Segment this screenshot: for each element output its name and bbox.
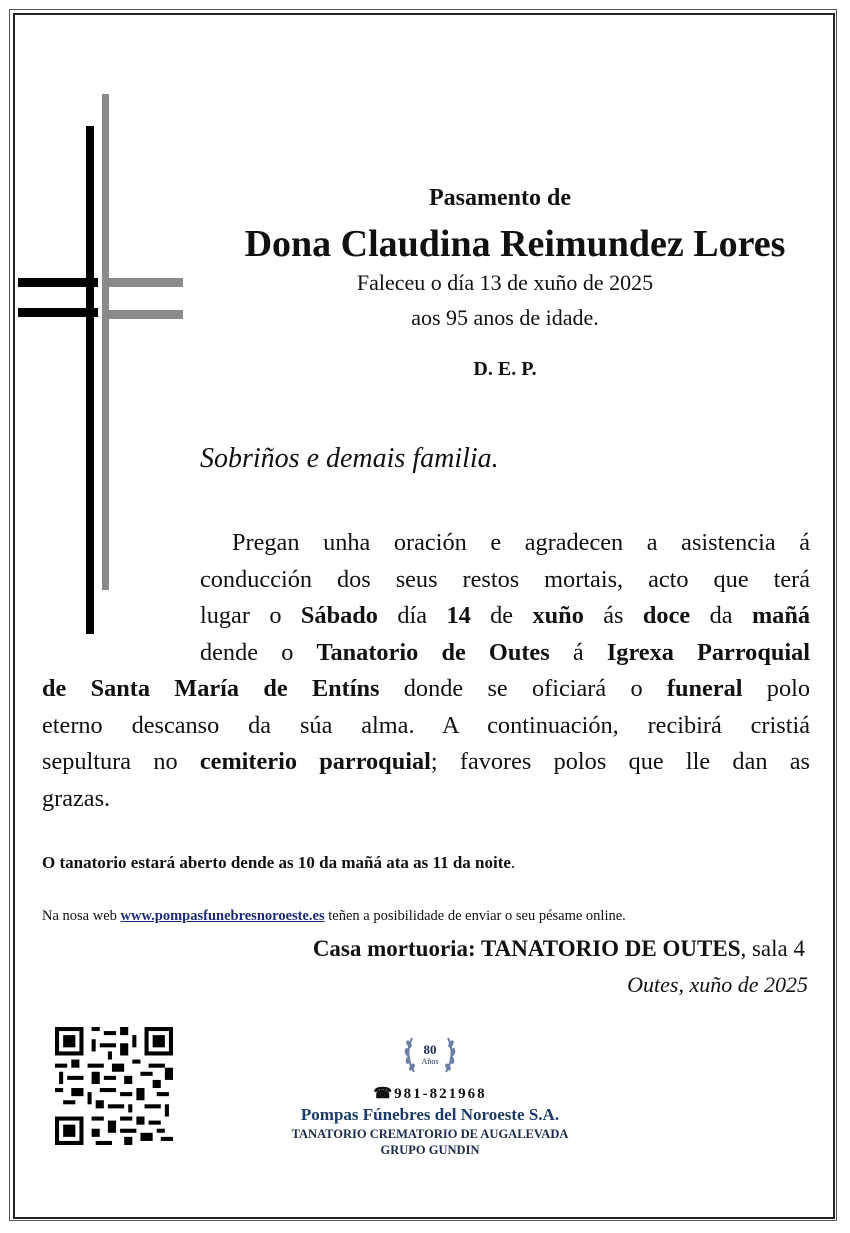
death-date-line: Faleceu o día 13 de xuño de 2025 <box>356 270 654 295</box>
deceased-name: Dona Claudina Reimundez Lores <box>244 223 786 265</box>
phone-icon: ☎ <box>373 1086 395 1102</box>
website-link[interactable]: www.pompasfunebresnoroeste.es <box>120 908 325 924</box>
body-line-1: Pregan unha oración e agradecen a asistencia á <box>232 529 810 556</box>
body-line-4: dende o Tanatorio de Outes á Igrexa Parroquial <box>200 638 811 666</box>
body-line-2: conducción dos seus restos mortais, acto que terá <box>200 565 810 593</box>
announcement-body <box>42 525 810 817</box>
body-line-8: grazas. <box>42 784 111 812</box>
phone-number[interactable]: 981-821968 <box>394 1086 487 1102</box>
opening-hours: O tanatorio estará aberto dende as 10 da mañá ata as 11 da noite. <box>42 853 516 872</box>
badge-word: Años <box>421 1057 439 1066</box>
crematorium-name: TANATORIO CREMATORIO DE AUGALEVADA <box>291 1127 569 1141</box>
phone-line <box>240 1084 620 1103</box>
age-line: aos 95 anos de idade. <box>411 305 599 330</box>
web-notice: Na nosa web www.pompasfunebresnoroeste.es teñen a posibilidade de enviar o seu pésame online. <box>42 908 626 924</box>
qr-code[interactable] <box>55 1027 173 1145</box>
badge-number: 80 <box>423 1042 437 1057</box>
anniversary-badge <box>400 1030 460 1080</box>
body-line-3: lugar o Sábado día 14 de xuño ás doce da mañá <box>200 602 810 629</box>
company-footer <box>240 1030 620 1158</box>
funeral-home: Casa mortuoria: TANATORIO DE OUTES, sala 4 <box>312 936 805 961</box>
mourners-line: Sobriños e demais familia. <box>200 443 499 474</box>
rip-label: D. E. P. <box>473 358 537 380</box>
place-date: Outes, xuño de 2025 <box>627 972 808 997</box>
body-line-6: eterno descanso da súa alma. A continuación, recibirá cristiá <box>42 711 810 739</box>
body-line-5: de Santa María de Entíns donde se oficiará o funeral polo <box>42 675 810 702</box>
heading-label: Pasamento de <box>429 185 571 211</box>
group-name: GRUPO GUNDIN <box>380 1143 480 1157</box>
body-line-7: sepultura no cemiterio parroquial; favores polos que lle dan as <box>42 748 810 775</box>
company-name: Pompas Fúnebres del Noroeste S.A. <box>300 1105 560 1124</box>
